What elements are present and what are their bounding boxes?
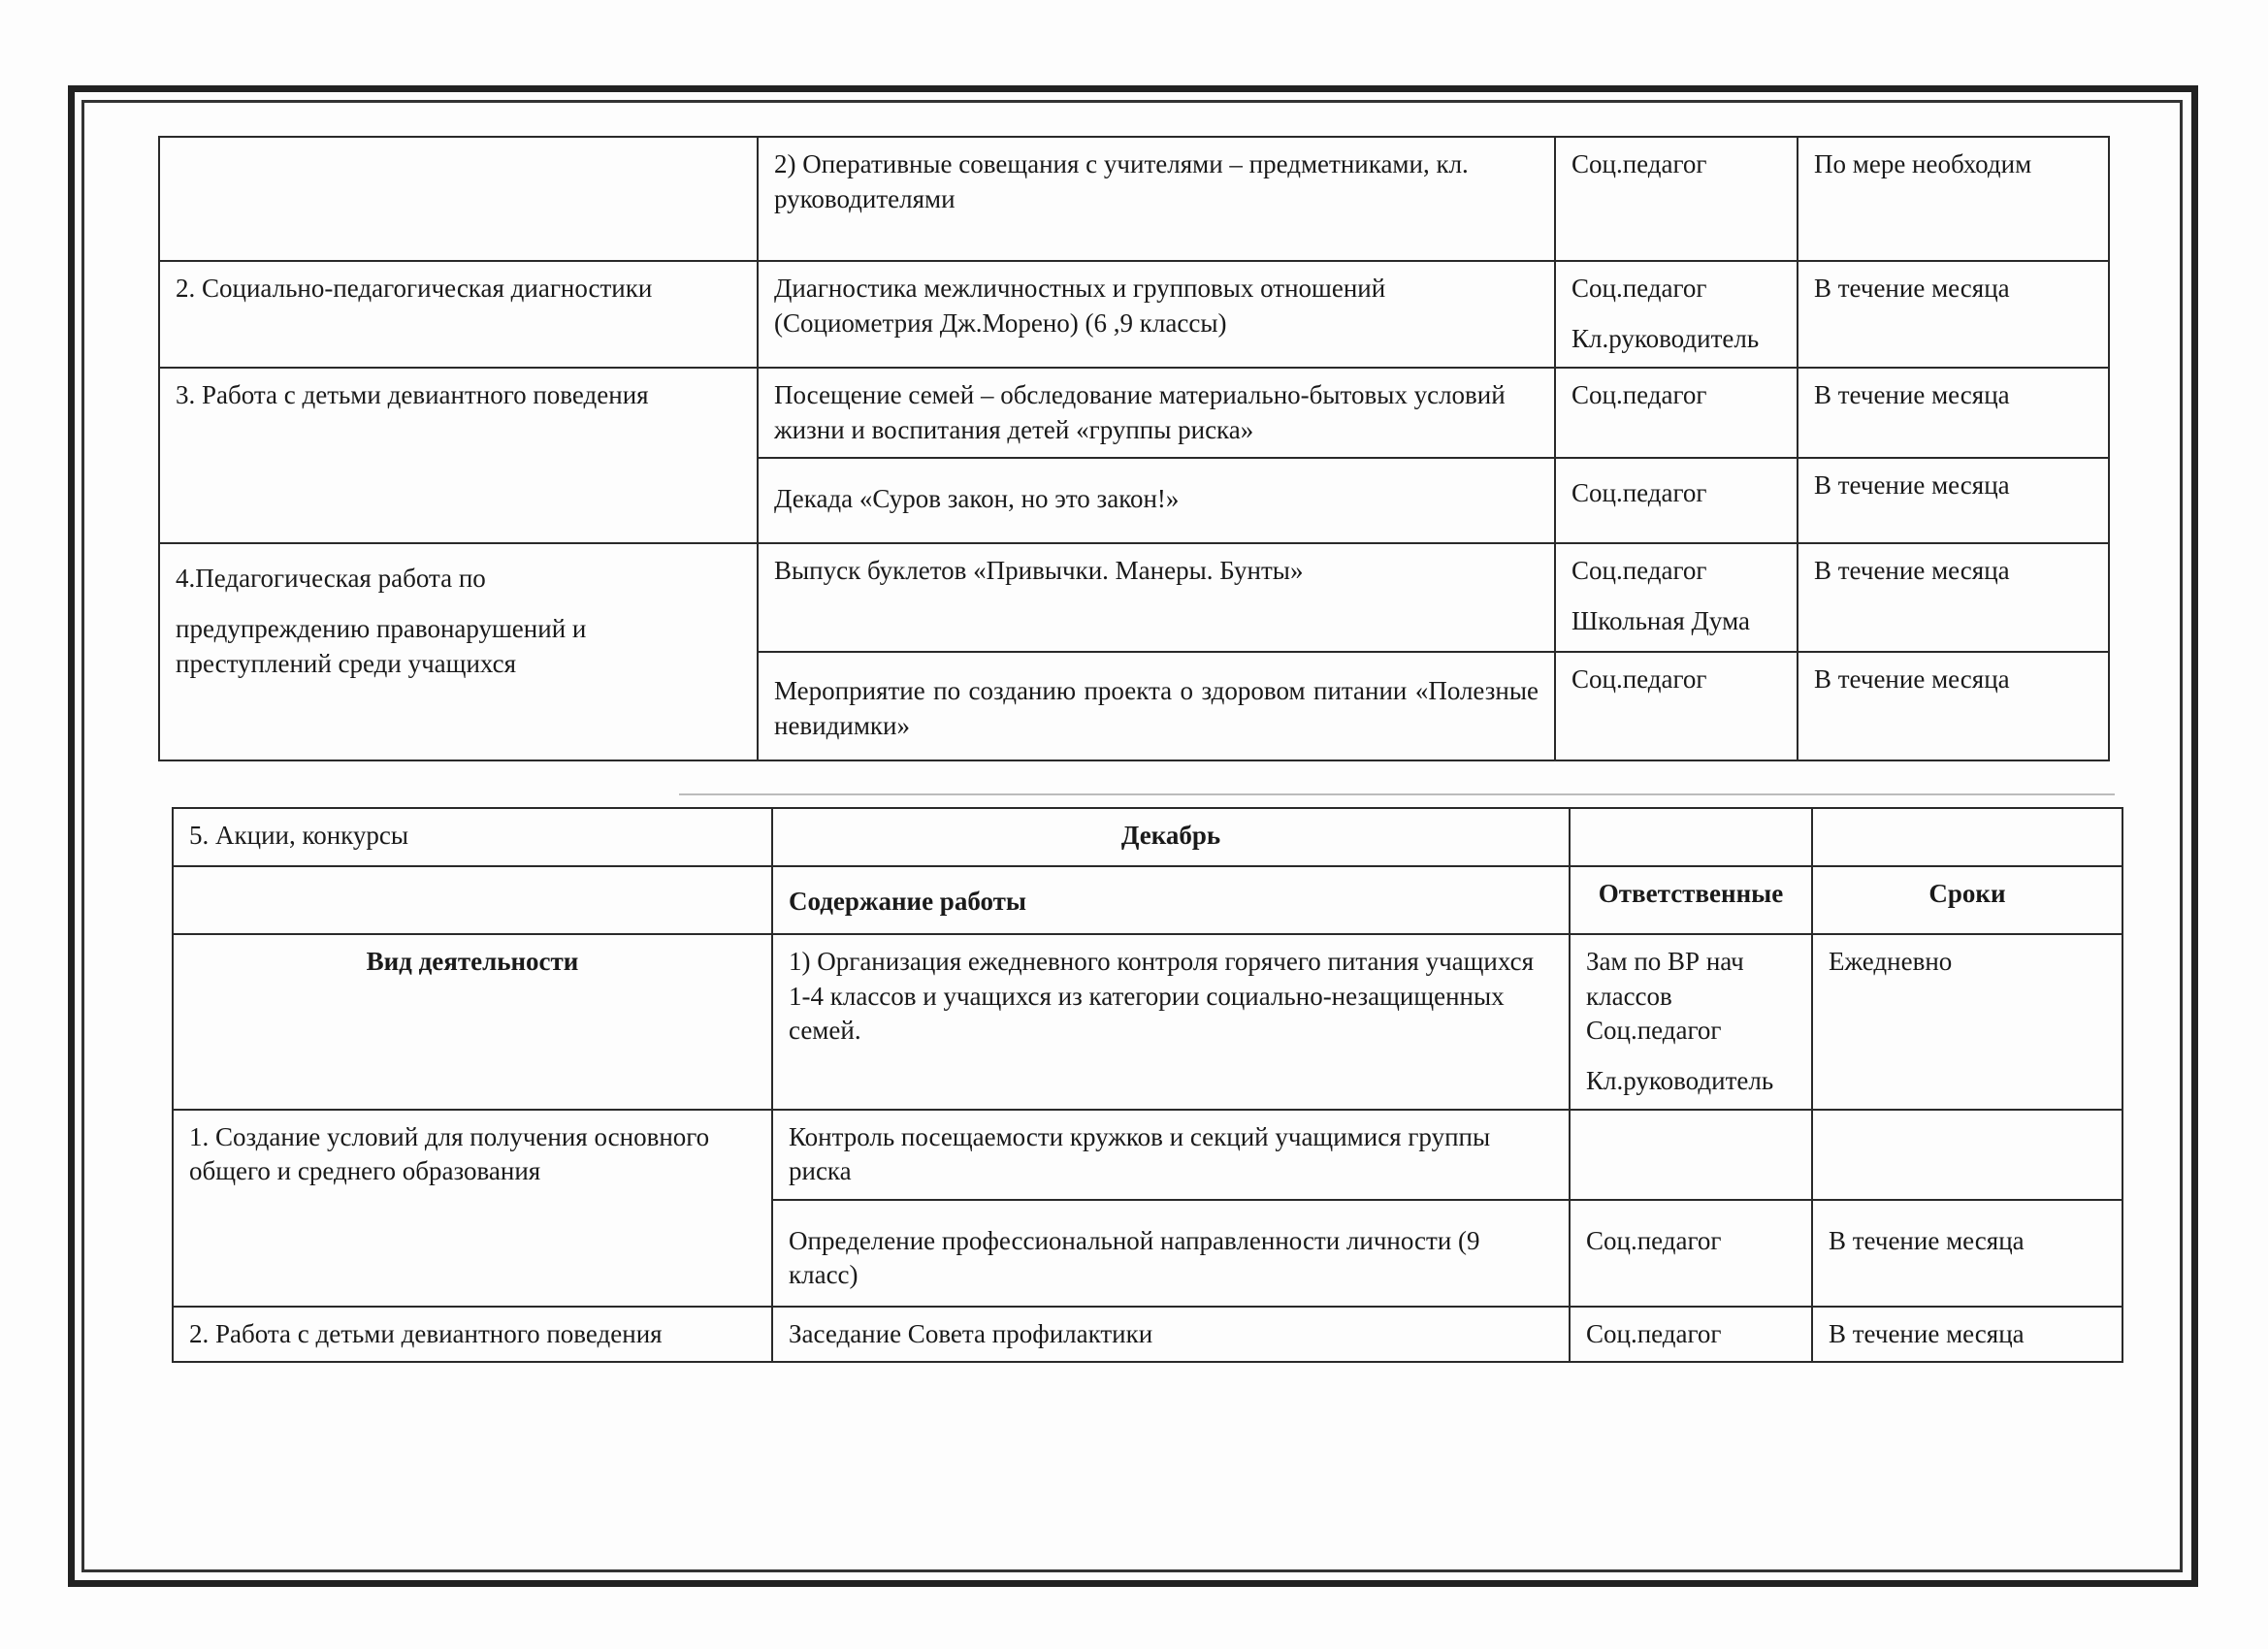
responsible-cell bbox=[1570, 1200, 1812, 1307]
table-row bbox=[173, 934, 2122, 1110]
table-row bbox=[159, 543, 2109, 652]
plan-table-november bbox=[158, 136, 2110, 761]
plan-table-december bbox=[172, 807, 2123, 1363]
content-cell: 1) Организация ежедневного контроля горячего питания учащихся 1-4 классов и учащихся из категории социально-незащищенных семей. bbox=[772, 934, 1570, 1110]
empty-cell bbox=[1812, 808, 2122, 866]
responsible-text: Соц.педагог bbox=[1586, 1016, 1722, 1046]
column-header-deadline: Сроки bbox=[1812, 866, 2122, 934]
deadline-cell: В течение месяца bbox=[1798, 368, 2109, 458]
activity-cell: 1. Создание условий для получения основного общего и среднего образования bbox=[173, 1110, 772, 1307]
responsible-text: Соц.педагог bbox=[1571, 478, 1707, 508]
deadline-cell: Ежедневно bbox=[1812, 934, 2122, 1110]
deadline-cell: В течение месяца bbox=[1798, 543, 2109, 652]
responsible-cell bbox=[1555, 458, 1798, 543]
deadline-cell bbox=[1812, 1110, 2122, 1200]
content-cell: Мероприятие по созданию проекта о здоровом питании «Полезные невидимки» bbox=[758, 652, 1555, 760]
responsible-text: Соц.педагог bbox=[1571, 380, 1707, 409]
responsible-text: Соц.педагог bbox=[1571, 149, 1707, 178]
activity-cell bbox=[159, 543, 758, 760]
responsible-text: Зам по ВР нач классов bbox=[1586, 947, 1744, 1011]
responsible-text: Соц.педагог bbox=[1571, 274, 1707, 303]
activity-cell: 5. Акции, конкурсы bbox=[173, 808, 772, 866]
activity-text: 4.Педагогическая работа по bbox=[176, 564, 486, 594]
responsible-cell bbox=[1555, 543, 1798, 652]
table-row bbox=[173, 1110, 2122, 1200]
responsible-cell bbox=[1570, 1110, 1812, 1200]
activity-cell: 2. Работа с детьми девиантного поведения bbox=[173, 1307, 772, 1363]
activity-cell: 3. Работа с детьми девиантного поведения bbox=[159, 368, 758, 543]
responsible-cell bbox=[1555, 137, 1798, 261]
responsible-text: Соц.педагог bbox=[1586, 1225, 1722, 1255]
month-heading: Декабрь bbox=[772, 808, 1570, 866]
table-row bbox=[159, 137, 2109, 261]
responsible-text: Кл.руководитель bbox=[1571, 323, 1760, 353]
content-cell: Выпуск буклетов «Привычки. Манеры. Бунты» bbox=[758, 543, 1555, 652]
divider bbox=[679, 793, 2115, 795]
content-cell: Декада «Суров закон, но это закон!» bbox=[758, 458, 1555, 543]
deadline-cell: По мере необходим bbox=[1798, 137, 2109, 261]
deadline-cell: В течение месяца bbox=[1812, 1200, 2122, 1307]
content-cell: 2) Оперативные совещания с учителями – предметниками, кл. руководителями bbox=[758, 137, 1555, 261]
deadline-cell: В течение месяца bbox=[1798, 458, 2109, 543]
responsible-text: Соц.педагог bbox=[1571, 664, 1707, 695]
table-row bbox=[173, 1307, 2122, 1363]
content-cell: Посещение семей – обследование материально-бытовых условий жизни и воспитания детей «группы риска» bbox=[758, 368, 1555, 458]
column-header-content: Содержание работы bbox=[772, 866, 1570, 934]
content-cell: Заседание Совета профилактики bbox=[772, 1307, 1570, 1363]
table-row bbox=[159, 368, 2109, 458]
column-header-activity: Вид деятельности bbox=[173, 934, 772, 1110]
responsible-text: Школьная Дума bbox=[1571, 605, 1750, 635]
responsible-text: Кл.руководитель bbox=[1586, 1065, 1774, 1095]
responsible-text: Соц.педагог bbox=[1571, 556, 1707, 586]
activity-text: предупреждению правонарушений и преступлений среди учащихся bbox=[176, 613, 587, 678]
content-cell: Диагностика межличностных и групповых отношений (Социометрия Дж.Морено) (6 ,9 классы) bbox=[758, 261, 1555, 368]
responsible-cell bbox=[1555, 652, 1798, 760]
activity-cell bbox=[159, 137, 758, 261]
table-row bbox=[173, 808, 2122, 866]
responsible-cell bbox=[1570, 1307, 1812, 1363]
column-header-responsible: Ответственные bbox=[1570, 866, 1812, 934]
table-header-row bbox=[173, 866, 2122, 934]
deadline-cell: В течение месяца bbox=[1812, 1307, 2122, 1363]
responsible-cell bbox=[1555, 261, 1798, 368]
responsible-text: Соц.педагог bbox=[1586, 1318, 1722, 1348]
empty-cell bbox=[173, 866, 772, 934]
responsible-cell bbox=[1570, 934, 1812, 1110]
empty-cell bbox=[1570, 808, 1812, 866]
deadline-cell: В течение месяца bbox=[1798, 652, 2109, 760]
content-cell: Контроль посещаемости кружков и секций учащимися группы риска bbox=[772, 1110, 1570, 1200]
responsible-cell bbox=[1555, 368, 1798, 458]
content-cell: Определение профессиональной направленности личности (9 класс) bbox=[772, 1200, 1570, 1307]
activity-cell: 2. Социально-педагогическая диагностики bbox=[159, 261, 758, 368]
table-row bbox=[159, 261, 2109, 368]
deadline-cell: В течение месяца bbox=[1798, 261, 2109, 368]
